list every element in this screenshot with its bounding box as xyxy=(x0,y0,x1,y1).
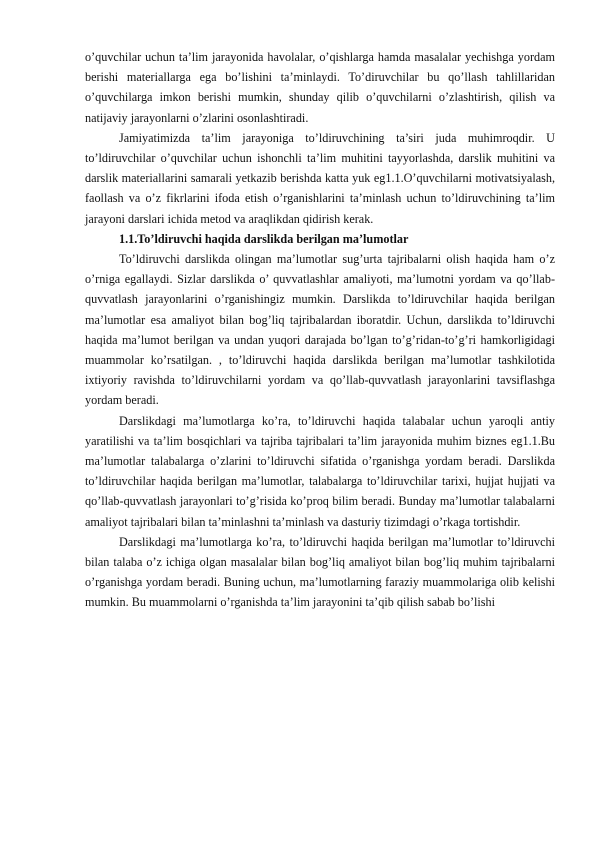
paragraph-toldiruvchi-darslikda: To’ldiruvchi darslikda olingan ma’lumotlar sug’urta tajribalarni olish haqida ham o’z o’rniga egallaydi. Sizlar darslikda o’ quvvatlashlar amaliyoti, ma’lumotni yordam va qo’llab-quvvatlash jarayonlarini o’rganishingiz mumkin. Darslikda to’ldiruvchilar haqida berilgan ma’lumotlar esa amaliyot bilan bog’liq tajribalardan iboratdir. Uchun, darslikda to’ldiruvchi haqida ma’lumot berilgan va undan yuqori darajada bo’lgan to’g’ridan-to’g’ri hamkorligidagi muammolar ko’rsatilgan. , to’ldiruvchi haqida darslikda berilgan ma’lumotlar tashkilotida ixtiyoriy ravishda to’ldiruvchilarni yordam va qo’llab-quvvatlash jarayonlarini tavsiflashga yordam beradi. xyxy=(85,252,555,408)
paragraph-continuation: o’quvchilar uchun ta’lim jarayonida havolalar, o’qishlarga hamda masalalar yechishga yordam berishi materiallarga ega bo’lishini ta’minlaydi. To’diruvchilar bu qo’llash tahlillaridan o’quvchilarga imkon berishi mumkin, shunday qilib o’quvchilarni o’zlashtirish, qilish va natijaviy jarayonlarni o’zlarini osonlashtiradi. xyxy=(85,50,555,125)
document-page xyxy=(85,47,555,613)
paragraph-jamiyatimizda: Jamiyatimizda ta’lim jarayoniga to’ldiruvchining ta’siri juda muhimroqdir. U to’ldiruvchilar o’quvchilar uchun ishonchli ta’lim muhitini tayyorlashda, darslik muhitini va darslik materiallarini samarali yetkazib berishda katta yuk eg1.1.O’quvchilarni motivatsiyalash, faollash va o’z fikrlarini ifoda etish o’rganishlarini ta’minlash uchun to’ldiruvchining ta’lim jarayoni darslari ichida metod va araqlikdan qidirish kerak. xyxy=(85,130,555,226)
paragraph-darslikdagi-2: Darslikdagi ma’lumotlarga ko’ra, to’ldiruvchi haqida berilgan ma’lumotlar to’ldiruvchi bilan talaba o’z ichiga olgan masalalar bilan bog’liq amaliyot bilan bog’liq muhim tajribalarni o’rganishga yordam beradi. Buning uchun, ma’lumotlarning faraziy muammolariga olib kelishi mumkin. Bu muammolarni o’rganishda ta’lim jarayonini ta’qib qilish sabab bo’lishi xyxy=(85,534,555,610)
section-heading: 1.1.To’ldiruvchi haqida darslikda berilgan ma’lumotlar xyxy=(119,231,409,246)
paragraph-darslikdagi-1: Darslikdagi ma’lumotlarga ko’ra, to’ldiruvchi haqida talabalar uchun yaroqli antiy yaratilishi va ta’lim bosqichlari va tajriba tajribalari ta’lim jarayonida muhim biznes eg1.1.Bu ma’lumotlar talabalarga o’zlarini to’ldiruvchi sifatida o’rganishga yordam beradi. Darslikda to’ldiruvchilar haqida berilgan ma’lumotlar, talabalarga to’ldiruvchilar tarixi, hujjat hujjati va qo’llab-quvvatlash jarayonlari to’g’risida ko’proq bilim beradi. Bunday ma’lumotlar talabalarni amaliyot tajribalari bilan ta’minlashni ta’minlash va dasturiy tizimdagi o’rkaga tortishdir. xyxy=(85,413,555,529)
